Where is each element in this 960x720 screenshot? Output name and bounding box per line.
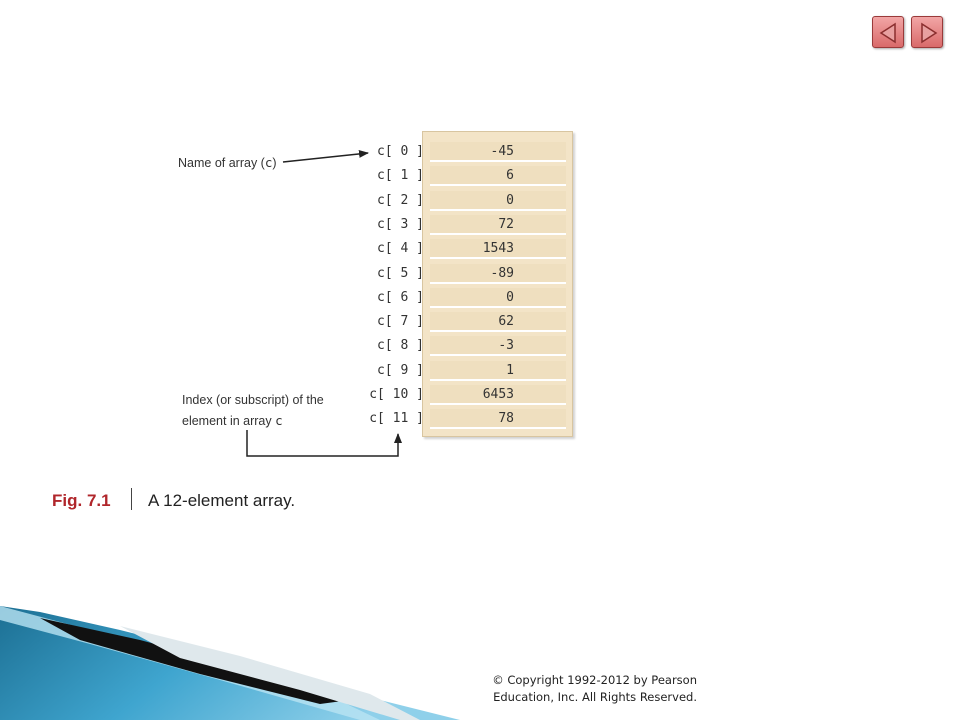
name-arrow <box>283 153 368 162</box>
figure-caption: A 12-element array. <box>148 491 296 510</box>
index-label-text: element in array <box>182 414 276 428</box>
array-cell: 6453 <box>430 385 566 405</box>
index-label-var: c <box>275 413 283 428</box>
array-cell: -45 <box>430 142 566 162</box>
index-arrow <box>247 430 398 456</box>
array-cell: 1543 <box>430 239 566 259</box>
array-cell: -89 <box>430 264 566 284</box>
figure-number: Fig. 7.1 <box>52 491 111 510</box>
array-index-label: c[ 1 ] <box>377 168 424 183</box>
array-cell: 6 <box>430 166 566 186</box>
array-index-label: c[ 11 ] <box>369 411 424 426</box>
array-index-label: c[ 3 ] <box>377 217 424 232</box>
array-name-text: Name of array ( <box>178 156 265 170</box>
caption-divider <box>131 488 132 510</box>
array-index-label: c[ 2 ] <box>377 193 424 208</box>
array-index-label: c[ 9 ] <box>377 363 424 378</box>
array-cell: 72 <box>430 215 566 235</box>
array-cell: 62 <box>430 312 566 332</box>
copyright-line2: Education, Inc. All Rights Reserved. <box>493 690 697 704</box>
array-cell: 78 <box>430 409 566 429</box>
copyright-notice <box>440 672 697 706</box>
array-index-label: c[ 0 ] <box>377 144 424 159</box>
array-cell: 0 <box>430 191 566 211</box>
array-index-label: c[ 10 ] <box>369 387 424 402</box>
array-cell: 0 <box>430 288 566 308</box>
index-label-line1: Index (or subscript) of the <box>182 393 324 407</box>
copyright-line1: © Copyright 1992-2012 by Pearson <box>492 673 697 687</box>
array-index-label: c[ 6 ] <box>377 290 424 305</box>
array-name-var: c <box>264 155 273 170</box>
array-cell: -3 <box>430 336 566 356</box>
array-index-label: c[ 5 ] <box>377 266 424 281</box>
array-name-end: ) <box>272 156 277 170</box>
array-index-label: c[ 4 ] <box>377 241 424 256</box>
array-index-label: c[ 7 ] <box>377 314 424 329</box>
array-index-label: c[ 8 ] <box>377 338 424 353</box>
array-cell: 1 <box>430 361 566 381</box>
